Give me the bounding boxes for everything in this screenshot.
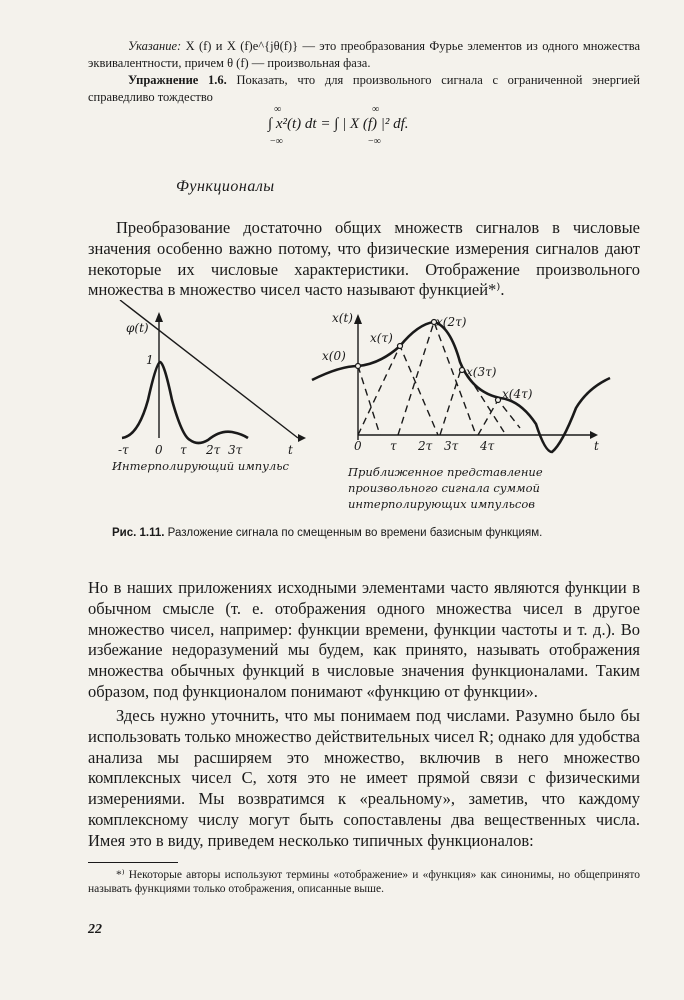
- left-x-arrow: [298, 434, 306, 442]
- paragraph-3: Здесь нужно уточнить, что мы понимаем под числами. Разумно было бы использовать только множество действительных чисел R; однако для удобства анализа мы расширяем это множество, включив в него множество комплексных чисел C, хотя это не имеет прямой связи с физическими измерениями. Мы возвратимся к «реальному», заметив, что каждому комплексному числу могут быть сопоставлены два вещественных числа. Имея это в виду, приведем несколько типичных функционалов:: [88, 706, 640, 850]
- left-peak-label: 1: [146, 353, 154, 367]
- exercise-text: Показать, что для произвольного сигнала с ограниченной энергией справедливо тождество: [88, 73, 640, 104]
- page-number: 22: [88, 922, 102, 937]
- dashed-pulse-0: [358, 366, 380, 435]
- right-tick-0: 0: [354, 439, 362, 453]
- right-caption-line-2: произвольного сигнала суммой: [348, 481, 540, 495]
- footnote: *⁾ Некоторые авторы используют термины «отображение» и «функция» как синонимы, но общепринято называть функциями только отображения, описанные выше.: [88, 869, 640, 895]
- paragraph-2: Но в наших приложениях исходными элементами часто являются функции в обычном смысле (т. е. отображения одного множества чисел в другое множество чисел, например: функции времени, функции частоты и т. д.). Во избежание недоразумений мы будем, как принято, называть отображения множества обычных функций в числовые значения функционалами. Таким образом, под функционалом понимают «функцию от функции».: [88, 578, 640, 701]
- right-caption-line-1: Приближенное представление: [348, 465, 543, 479]
- left-tick-5: t: [288, 443, 293, 457]
- left-tick-3: 2τ: [206, 443, 221, 457]
- figure-caption-text: Разложение сигнала по смещенным во времени базисным функциям.: [167, 527, 543, 539]
- hint-label: Указание:: [128, 39, 182, 53]
- left-y-arrow: [155, 312, 163, 322]
- sample-point-1: [398, 344, 403, 349]
- hint-block: [88, 38, 640, 72]
- right-point-label-1: x(τ): [370, 331, 393, 345]
- right-point-label-0: x(0): [322, 349, 346, 363]
- right-caption-line-3: интерполирующих импульсов: [348, 497, 535, 511]
- figure-1-11: [100, 300, 640, 520]
- figure-caption: [112, 526, 622, 540]
- right-tick-2: 2τ: [418, 439, 433, 453]
- left-tick-1: 0: [155, 443, 163, 457]
- right-ylabel: x(t): [332, 311, 353, 325]
- formula: ∞ −∞ ∞ −∞ ∫ x²(t) dt = ∫ | X (f) |² df.: [268, 104, 409, 147]
- formula-text: ∫ x²(t) dt = ∫ | X (f) |² df.: [268, 116, 409, 132]
- left-ylabel: φ(t): [126, 321, 149, 335]
- section-title: Функционалы: [176, 178, 275, 195]
- right-point-label-2: x(2τ): [436, 315, 467, 329]
- left-tick-2: τ: [180, 443, 187, 457]
- right-y-arrow: [354, 314, 362, 324]
- left-caption: Интерполирующий импульс: [112, 459, 289, 473]
- signal-curve: [312, 322, 610, 452]
- dashed-pulse-1: [358, 346, 438, 435]
- left-tick-0: -τ: [118, 443, 129, 457]
- dashed-pulse-2: [398, 322, 476, 435]
- paragraph-1: Преобразование достаточно общих множеств сигналов в числовые значения особенно важно потому, что физические измерения сигналов дают некоторые их числовые характеристики. Отображение произвольного множества в множество чисел часто называют функцией*⁾.: [88, 218, 640, 300]
- hint-text: X (f) и X (f)e^{jθ(f)} — это преобразования Фурье элементов из одного множества эквивалентности, причем θ (f) — произвольная фаза.: [88, 39, 641, 70]
- right-tick-1: τ: [390, 439, 397, 453]
- left-tick-4: 3τ: [228, 443, 243, 457]
- right-point-label-3: x(3τ): [466, 365, 497, 379]
- sample-point-3: [460, 368, 465, 373]
- sample-point-0: [356, 364, 361, 369]
- interpolating-pulse: [122, 362, 248, 443]
- sample-point-4: [496, 398, 501, 403]
- right-x-arrow: [590, 431, 598, 439]
- exercise-block: [88, 72, 640, 106]
- right-tick-4: 4τ: [480, 439, 495, 453]
- exercise-label: Упражнение 1.6.: [128, 73, 227, 87]
- dashed-pulse-4: [478, 400, 520, 435]
- right-tick-5: t: [594, 439, 599, 453]
- footnote-rule: [88, 862, 178, 863]
- right-tick-3: 3τ: [444, 439, 459, 453]
- figure-caption-label: Рис. 1.11.: [112, 527, 165, 539]
- right-point-label-4: x(4τ): [502, 387, 533, 401]
